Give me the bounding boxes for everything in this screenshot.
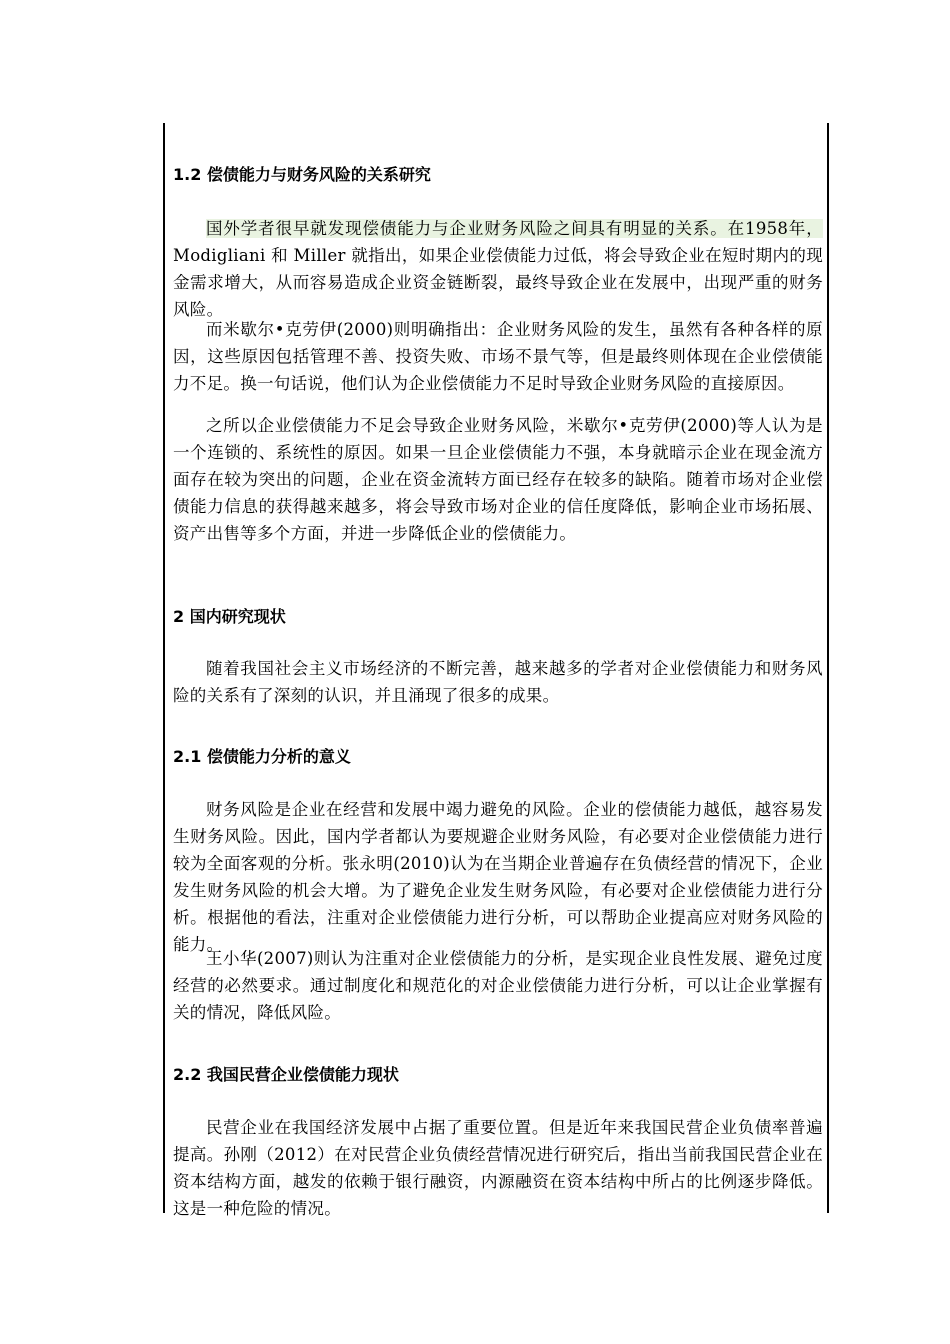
section-heading-2: 2 国内研究现状 xyxy=(173,607,286,626)
section-heading-2-1: 2.1 偿债能力分析的意义 xyxy=(173,747,351,766)
paragraph-1-2-c: 之所以企业偿债能力不足会导致企业财务风险，米歇尔•克劳伊(2000)等人认为是一个连锁的、系统性的原因。如果一旦企业偿债能力不强，本身就暗示企业在现金流方面存在较为突出的问题，企业在资金流转方面已经存在较多的缺陷。随着市场对企业偿债能力信息的获得越来越多，将会导致市场对企业的信任度降低，影响企业市场拓展、资产出售等多个方面，并进一步降低企业的偿债能力。 xyxy=(173,416,823,543)
paragraph-2-1-b: 王小华(2007)则认为注重对企业偿债能力的分析，是实现企业良性发展、避免过度经营的必然要求。通过制度化和规范化的对企业偿债能力进行分析，可以让企业掌握有关的情况，降低风险。 xyxy=(173,949,823,1022)
section-heading-1-2: 1.2 偿债能力与财务风险的关系研究 xyxy=(173,165,431,184)
paragraph-1-2-a xyxy=(173,215,823,323)
paragraph-2-a: 随着我国社会主义市场经济的不断完善，越来越多的学者对企业偿债能力和财务风险的关系有了深刻的认识，并且涌现了很多的成果。 xyxy=(173,659,823,705)
highlighted-text: 国外学者很早就发现偿债能力与企业财务风险之间具有明显的关系。在1958年， xyxy=(206,219,823,238)
paragraph-2-1-a: 财务风险是企业在经营和发展中竭力避免的风险。企业的偿债能力越低，越容易发生财务风险。因此，国内学者都认为要规避企业财务风险，有必要对企业偿债能力进行较为全面客观的分析。张永明(2010)认为在当期企业普遍存在负债经营的情况下，企业发生财务风险的机会大增。为了避免企业发生财务风险，有必要对企业偿债能力进行分析。根据他的看法，注重对企业偿债能力进行分析，可以帮助企业提高应对财务风险的能力。 xyxy=(173,800,823,954)
section-heading-2-2: 2.2 我国民营企业偿债能力现状 xyxy=(173,1065,399,1084)
paragraph-text: Modigliani 和 Miller 就指出，如果企业偿债能力过低，将会导致企业在短时期内的现金需求增大，从而容易造成企业资金链断裂，最终导致企业在发展中，出现严重的财务风险。 xyxy=(173,246,823,319)
paragraph-1-2-b: 而米歇尔•克劳伊(2000)则明确指出：企业财务风险的发生，虽然有各种各样的原因，这些原因包括管理不善、投资失败、市场不景气等，但是最终则体现在企业偿债能力不足。换一句话说，他们认为企业偿债能力不足时导致企业财务风险的直接原因。 xyxy=(173,320,823,393)
paragraph-2-2-a: 民营企业在我国经济发展中占据了重要位置。但是近年来我国民营企业负债率普遍提高。孙刚（2012）在对民营企业负债经营情况进行研究后，指出当前我国民营企业在资本结构方面，越发的依赖于银行融资，内源融资在资本结构中所占的比例逐步降低。这是一种危险的情况。 xyxy=(173,1118,823,1218)
